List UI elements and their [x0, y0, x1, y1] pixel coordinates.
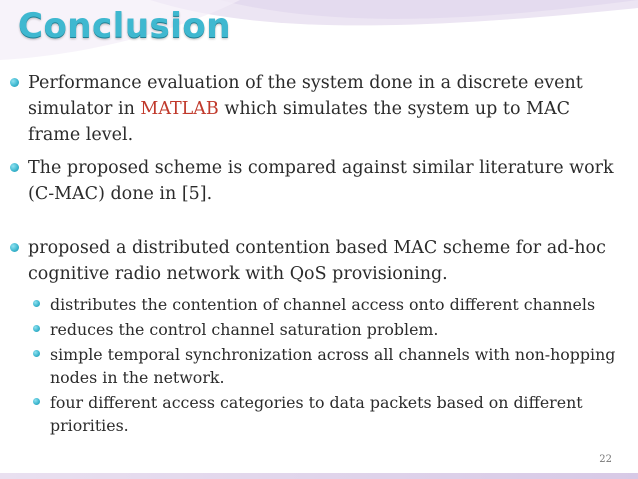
bullet-dot-icon [10, 163, 19, 172]
sub-bullet-text: simple temporal synchronization across all channels with non-hopping nodes in the network. [50, 345, 616, 387]
footer-decoration [0, 473, 638, 479]
bullet-text-pre: Performance evaluation of the system done in a discrete event simulator in [28, 73, 583, 119]
sub-bullet-text: reduces the control channel saturation problem. [50, 320, 439, 339]
bullet-item [6, 155, 626, 207]
sub-bullet-item [6, 343, 626, 389]
bullet-dot-icon [10, 243, 19, 252]
slide-content [6, 70, 626, 437]
sub-bullet-text: four different access categories to data packets based on different priorities. [50, 393, 583, 435]
bullet-text: proposed a distributed contention based MAC scheme for ad-hoc cognitive radio network with QoS provisioning. [28, 238, 606, 284]
sub-bullet-dot-icon [33, 300, 40, 307]
bullet-text-post: which simulates the system up to MAC frame level. [28, 99, 570, 145]
matlab-highlight: MATLAB [140, 99, 219, 119]
sub-bullet-item [6, 391, 626, 437]
bullet-dot-icon [10, 78, 19, 87]
sub-bullet-dot-icon [33, 325, 40, 332]
sub-bullet-dot-icon [33, 350, 40, 357]
bullet-item [6, 235, 626, 287]
sub-bullet-dot-icon [33, 398, 40, 405]
page-number: 22 [599, 454, 612, 465]
sub-bullet-item [6, 293, 626, 316]
sub-bullet-item [6, 318, 626, 341]
bullet-item [6, 70, 626, 148]
sub-bullet-text: distributes the contention of channel access onto different channels [50, 295, 596, 314]
bullet-text: The proposed scheme is compared against similar literature work (C-MAC) done in [5]. [28, 158, 614, 204]
slide-title: Conclusion [18, 6, 231, 46]
